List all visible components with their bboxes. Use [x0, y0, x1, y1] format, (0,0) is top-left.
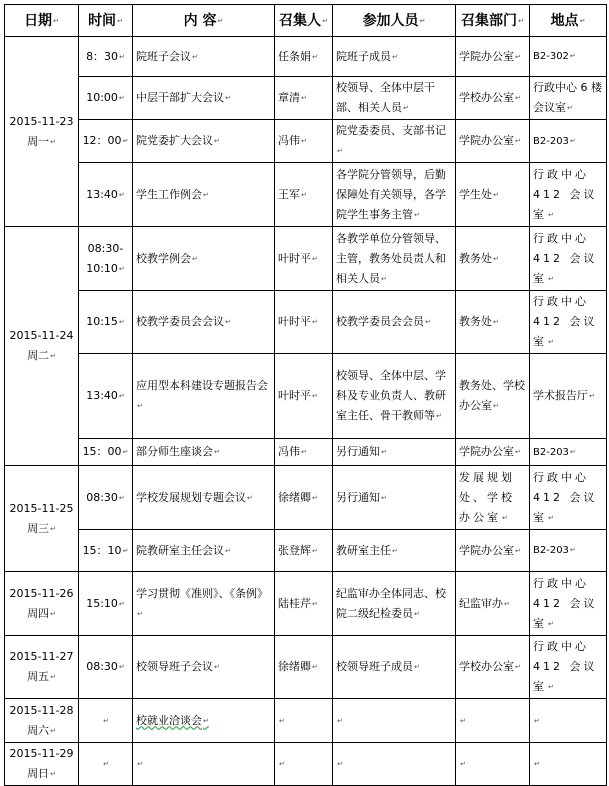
header-time: 时间 ↵ — [79, 5, 133, 37]
time-cell: 08:30 ↵ — [79, 466, 133, 530]
table-row — [5, 77, 607, 120]
content-cell: 中层干部扩大会议 ↵ — [133, 77, 275, 120]
location-cell: 行政中心 412 会议室 ↵ — [530, 163, 607, 227]
header-attendees: 参加人员 ↵ — [333, 5, 456, 37]
date-cell: 2015-11-26 周四 ↵ — [5, 572, 79, 636]
location-cell: 行政中心 412 会议室 ↵ — [530, 636, 607, 699]
location-cell — [530, 743, 607, 786]
time-cell — [79, 699, 133, 743]
convener-cell: 叶时平 ↵ — [275, 291, 333, 354]
time-cell: 13:40 ↵ — [79, 354, 133, 439]
location-cell: 行政中心 412 会议室 ↵ — [530, 227, 607, 291]
table-row — [5, 530, 607, 572]
attendees-cell — [333, 699, 456, 743]
attendees-cell: 各学院分管领导，后勤保障处有关领导，各学院学生事务主管 ↵ — [333, 163, 456, 227]
location-cell: 行政中心 412 会议室 ↵ — [530, 572, 607, 636]
header-content: 内 容 ↵ — [133, 5, 275, 37]
attendees-cell: 校教学委员会会员 ↵ — [333, 291, 456, 354]
content-cell: 校领导班子会议 ↵ — [133, 636, 275, 699]
department-cell: 学院办公室 ↵ — [456, 530, 530, 572]
attendees-cell — [333, 743, 456, 786]
convener-cell — [275, 699, 333, 743]
location-cell — [530, 699, 607, 743]
attendees-cell: 教研室主任 ↵ — [333, 530, 456, 572]
time-cell: 13:40 ↵ — [79, 163, 133, 227]
attendees-cell: 另行通知 ↵ — [333, 466, 456, 530]
convener-cell — [275, 743, 333, 786]
content-cell: 院班子会议 ↵ — [133, 37, 275, 77]
time-cell: 8：30 ↵ — [79, 37, 133, 77]
content-cell — [133, 743, 275, 786]
location-cell: 行政中心 412 会议室 ↵ — [530, 291, 607, 354]
attendees-cell: 院班子成员 ↵ — [333, 37, 456, 77]
content-cell: 部分师生座谈会 ↵ — [133, 439, 275, 466]
table-row — [5, 572, 607, 636]
attendees-cell: 另行通知 ↵ — [333, 439, 456, 466]
department-cell: 教务处 ↵ — [456, 291, 530, 354]
time-cell: 10:00 ↵ — [79, 77, 133, 120]
content-cell: 院党委扩大会议 ↵ — [133, 120, 275, 163]
table-row — [5, 439, 607, 466]
table-row — [5, 636, 607, 699]
location-cell: 行政中心 6 楼会议室 ↵ — [530, 77, 607, 120]
time-cell: 15:10 ↵ — [79, 572, 133, 636]
table-row — [5, 291, 607, 354]
time-cell: 15：00 ↵ — [79, 439, 133, 466]
convener-cell: 冯伟 ↵ — [275, 439, 333, 466]
header-location: 地点 ↵ — [530, 5, 607, 37]
location-cell: 学术报告厅 ↵ — [530, 354, 607, 439]
department-cell: 学院办公室 ↵ — [456, 439, 530, 466]
department-cell: 学校办公室 ↵ — [456, 77, 530, 120]
header-convener: 召集人 ↵ — [275, 5, 333, 37]
department-cell: 学院办公室 ↵ — [456, 120, 530, 163]
table-row — [5, 699, 607, 743]
convener-cell: 陆桂芹 ↵ — [275, 572, 333, 636]
department-cell: 教务处、学校办公室 ↵ — [456, 354, 530, 439]
convener-cell: 张登辉 ↵ — [275, 530, 333, 572]
content-cell: 校就业洽谈会 ↵ — [133, 699, 275, 743]
date-cell: 2015-11-28 周六 ↵ — [5, 699, 79, 743]
header-date: 日期 ↵ — [5, 5, 79, 37]
location-cell: B2-302 ↵ — [530, 37, 607, 77]
date-cell: 2015-11-23 周一 ↵ — [5, 37, 79, 227]
location-cell: B2-203 ↵ — [530, 530, 607, 572]
department-cell: 纪监审办 ↵ — [456, 572, 530, 636]
department-cell — [456, 699, 530, 743]
date-cell: 2015-11-24 周二 ↵ — [5, 227, 79, 466]
department-cell: 学院办公室 ↵ — [456, 37, 530, 77]
convener-cell: 冯伟 ↵ — [275, 120, 333, 163]
table-row — [5, 37, 607, 77]
time-cell: 10:15 ↵ — [79, 291, 133, 354]
location-cell: 行政中心 412 会议室 ↵ — [530, 466, 607, 530]
department-cell — [456, 743, 530, 786]
convener-cell: 王军 ↵ — [275, 163, 333, 227]
table-row — [5, 354, 607, 439]
content-cell: 校教学委员会会议 ↵ — [133, 291, 275, 354]
time-cell: 12：00 ↵ — [79, 120, 133, 163]
department-cell: 学校办公室 ↵ — [456, 636, 530, 699]
date-cell: 2015-11-29 周日 ↵ — [5, 743, 79, 786]
content-cell: 学生工作例会 ↵ — [133, 163, 275, 227]
time-cell — [79, 743, 133, 786]
content-cell: 学校发展规划专题会议 ↵ — [133, 466, 275, 530]
date-cell: 2015-11-25 周三 ↵ — [5, 466, 79, 572]
department-cell: 教务处 ↵ — [456, 227, 530, 291]
department-cell: 发展规划处、学校办公室 ↵ — [456, 466, 530, 530]
convener-cell: 徐绪卿 ↵ — [275, 466, 333, 530]
meeting-schedule-table — [4, 4, 607, 786]
header-row — [5, 5, 607, 37]
convener-cell: 任条娟 ↵ — [275, 37, 333, 77]
date-cell: 2015-11-27 周五 ↵ — [5, 636, 79, 699]
convener-cell: 章清 ↵ — [275, 77, 333, 120]
table-row — [5, 163, 607, 227]
convener-cell: 叶时平 ↵ — [275, 354, 333, 439]
table-row — [5, 466, 607, 530]
table-row — [5, 120, 607, 163]
attendees-cell: 各教学单位分管领导、主管，教务处员责人和相关人员 ↵ — [333, 227, 456, 291]
content-cell: 校教学例会 ↵ — [133, 227, 275, 291]
header-department: 召集部门 ↵ — [456, 5, 530, 37]
time-cell: 08:30- 10:10 ↵ — [79, 227, 133, 291]
table-row — [5, 743, 607, 786]
location-cell: B2-203 ↵ — [530, 439, 607, 466]
location-cell: B2-203 ↵ — [530, 120, 607, 163]
time-cell: 15：10 ↵ — [79, 530, 133, 572]
content-cell: 应用型本科建设专题报告会 ↵ — [133, 354, 275, 439]
attendees-cell: 校领导、全体中层干部、相关人员 ↵ — [333, 77, 456, 120]
content-cell: 院教研室主任会议 ↵ — [133, 530, 275, 572]
table-row — [5, 227, 607, 291]
content-cell: 学习贯彻《准则》、《条例》 ↵ — [133, 572, 275, 636]
attendees-cell: 校领导、全体中层、学科及专业负责人、教研室主任、骨干教师等 ↵ — [333, 354, 456, 439]
department-cell: 学生处 ↵ — [456, 163, 530, 227]
time-cell: 08:30 ↵ — [79, 636, 133, 699]
attendees-cell: 院党委委员、支部书记 ↵ — [333, 120, 456, 163]
attendees-cell: 纪监审办全体同志、校院二级纪检委员 ↵ — [333, 572, 456, 636]
convener-cell: 徐绪卿 ↵ — [275, 636, 333, 699]
convener-cell: 叶时平 ↵ — [275, 227, 333, 291]
attendees-cell: 校领导班子成员 ↵ — [333, 636, 456, 699]
